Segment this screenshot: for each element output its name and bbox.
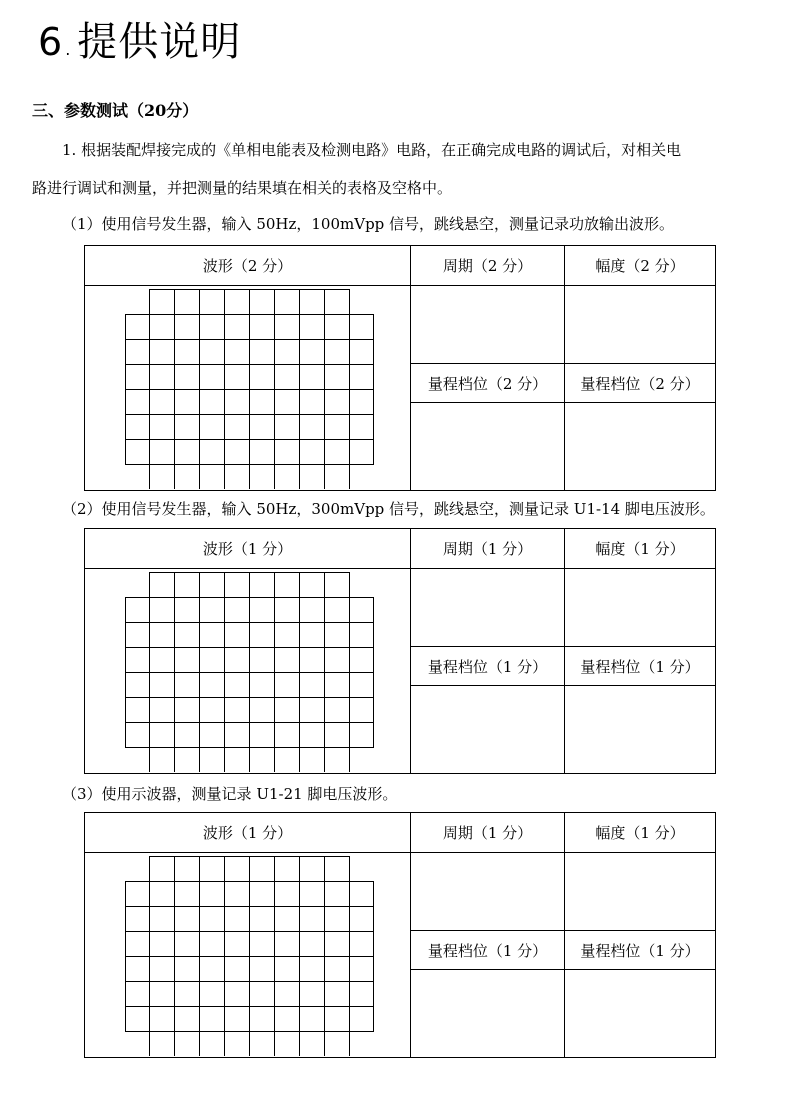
measurement-table-1 bbox=[84, 245, 716, 491]
section-heading: 三、参数测试（20分） bbox=[32, 101, 199, 120]
period-value-cell[interactable] bbox=[411, 853, 565, 931]
title-dot: . bbox=[65, 40, 72, 59]
period-value-cell[interactable] bbox=[411, 569, 565, 647]
amplitude-value-cell[interactable] bbox=[565, 286, 715, 364]
range-value-cell-1[interactable] bbox=[411, 970, 565, 1057]
waveform-header: 波形（1 分） bbox=[85, 813, 411, 853]
range-value-cell-1[interactable] bbox=[411, 403, 565, 490]
intro-line-1: 1. 根据装配焊接完成的《单相电能表及检测电路》电路，在正确完成电路的调试后，对相关电 bbox=[62, 141, 682, 159]
oscilloscope-grid bbox=[125, 856, 375, 1056]
amplitude-header: 幅度（2 分） bbox=[565, 246, 715, 286]
range-value-cell-2[interactable] bbox=[565, 970, 715, 1057]
period-header: 周期（2 分） bbox=[411, 246, 565, 286]
oscilloscope-grid bbox=[125, 572, 375, 772]
range-value-cell-2[interactable] bbox=[565, 686, 715, 773]
waveform-header: 波形（2 分） bbox=[85, 246, 411, 286]
page-title bbox=[38, 18, 241, 74]
range-header-2: 量程档位（1 分） bbox=[565, 647, 715, 686]
oscilloscope-grid bbox=[125, 289, 375, 489]
range-header-2: 量程档位（2 分） bbox=[565, 364, 715, 403]
task-3-text: （3）使用示波器，测量记录 U1-21 脚电压波形。 bbox=[62, 785, 398, 803]
waveform-header: 波形（1 分） bbox=[85, 529, 411, 569]
amplitude-header: 幅度（1 分） bbox=[565, 813, 715, 853]
period-header: 周期（1 分） bbox=[411, 529, 565, 569]
range-value-cell-1[interactable] bbox=[411, 686, 565, 773]
range-header-1: 量程档位（1 分） bbox=[411, 647, 565, 686]
amplitude-header: 幅度（1 分） bbox=[565, 529, 715, 569]
title-number: 6 bbox=[38, 20, 64, 64]
period-header: 周期（1 分） bbox=[411, 813, 565, 853]
range-header-1: 量程档位（2 分） bbox=[411, 364, 565, 403]
measurement-table-3 bbox=[84, 812, 716, 1058]
amplitude-value-cell[interactable] bbox=[565, 853, 715, 931]
task-2-text: （2）使用信号发生器，输入 50Hz，300mVpp 信号，跳线悬空，测量记录 U1-14 脚电压波形。 bbox=[62, 500, 715, 518]
period-value-cell[interactable] bbox=[411, 286, 565, 364]
measurement-table-2 bbox=[84, 528, 716, 774]
task-1-text: （1）使用信号发生器，输入 50Hz，100mVpp 信号，跳线悬空，测量记录功放输出波形。 bbox=[62, 215, 675, 233]
range-header-2: 量程档位（1 分） bbox=[565, 931, 715, 970]
range-header-1: 量程档位（1 分） bbox=[411, 931, 565, 970]
intro-line-2: 路进行调试和测量，并把测量的结果填在相关的表格及空格中。 bbox=[32, 179, 453, 197]
title-text: 提供说明 bbox=[77, 19, 242, 65]
range-value-cell-2[interactable] bbox=[565, 403, 715, 490]
amplitude-value-cell[interactable] bbox=[565, 569, 715, 647]
